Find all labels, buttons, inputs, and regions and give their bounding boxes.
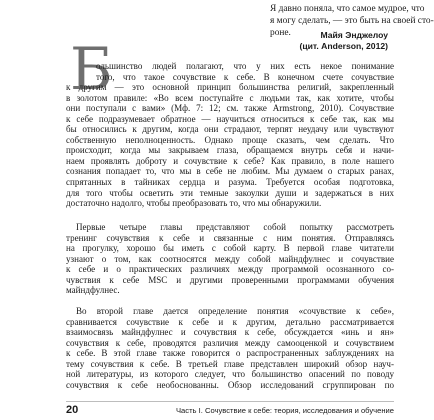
- footer-divider: [66, 401, 394, 402]
- paragraph-1: [66, 61, 394, 209]
- text-line: спрятанных в тайниках сердца и разума. Требуется особая подготовка,: [66, 177, 394, 188]
- text-line: происходит, когда мы закрываем глаза, обращаемся внутрь себя и начи-: [66, 145, 394, 156]
- text-line: ной литературы, из которого следует, что большинство опасений по поводу: [66, 369, 394, 380]
- text-line: достаточно надолго, чтобы преобразовать то, что мы обнаружили.: [66, 198, 322, 209]
- text-line: они поступали с вами» (Мф. 7: 12; см. также Armstrong, 2010). Сочувствие: [66, 103, 394, 114]
- text-line: тренинг сочувствия к себе и связанные с ним понятия. Отправляясь: [66, 232, 394, 243]
- text-line: майндфулнес.: [66, 285, 120, 296]
- text-line: сознания попадает то, что мы в себе не любим. Мы думаем о старых ранах,: [66, 166, 394, 177]
- text-line: к себе и о практических различиях между программой осознанного со-: [66, 264, 394, 275]
- text-line: сравнивается сочувствие к себе и к другим, детально рассматривается: [66, 316, 394, 327]
- text-line: для того чтобы осветить эти темные закоулки души и задержаться в них: [66, 187, 394, 198]
- drop-cap-letter: Б: [70, 35, 113, 103]
- epigraph-line: я могу сделать, — это быть на своей сто-: [270, 16, 434, 26]
- text-line: бы относились к другим, когда они страдают, терпят неудачу или чувствуют: [66, 124, 394, 135]
- paragraph-3: [66, 306, 394, 390]
- text-line: чувствия к себе MSC и другими проверенными программами обучения: [66, 274, 394, 285]
- text-line: того, что такое сочувствие к себе. В конечном счете сочувствие: [96, 71, 394, 82]
- paragraph-2: [66, 222, 394, 296]
- epigraph-source: (цит. Anderson, 2012): [299, 41, 388, 51]
- text-line: на прогулку, хорошо бы иметь с собой карту. В первой главе читатели: [66, 243, 394, 254]
- text-line: Во второй главе дается определение понятия «сочувствие к себе»,: [76, 306, 394, 316]
- text-line: сочувствия к себе, проводятся различия между самооценкой и сочувствием: [66, 337, 394, 348]
- page-number: 20: [66, 404, 79, 416]
- text-line: узнают о том, как соотносятся между собой майндфулнес и сочувствие: [66, 253, 394, 264]
- text-line: собственную неполноценность. Однако проще сказать, чем сделать. Что: [66, 134, 394, 145]
- text-line: в золотом правиле: «Во всем поступайте с людьми так, как хотите, чтобы: [66, 92, 394, 103]
- epigraph-line: роне.: [270, 28, 291, 38]
- text-line: Первые четыре главы представляют собой попытку рассмотреть: [76, 222, 394, 232]
- epigraph-author: Майя Энджелоу: [320, 30, 388, 40]
- text-line: к другим — это основной принцип большинства религий, закрепленный: [66, 82, 394, 93]
- text-line: наем проявлять доброту и сочувствие к себе? Как правило, в поле нашего: [66, 155, 394, 166]
- text-line: тему сочувствия к себе. В третьей главе представлен широкий обзор науч-: [66, 358, 394, 369]
- text-line: сочувствия к себе необоснованны. Обзор исследований сгруппирован по: [66, 379, 394, 390]
- epigraph-line: Я давно поняла, что самое мудрое, что: [270, 4, 425, 14]
- epigraph-attribution: [299, 30, 388, 52]
- text-line: к себе подразумевает обратное — научиться относиться к себе так, как мы: [66, 113, 394, 124]
- text-line: ольшинство людей полагают, что у них есть некое понимание: [96, 61, 394, 71]
- running-head: Часть I. Сочувствие к себе: теория, исследования и обучение: [176, 406, 394, 415]
- text-line: взаимосвязь майндфулнес и сочувствия к себе, обсуждается «инь и ян»: [66, 327, 394, 338]
- text-line: к себе. В этой главе также говорится о распространенных заблуждениях на: [66, 348, 394, 359]
